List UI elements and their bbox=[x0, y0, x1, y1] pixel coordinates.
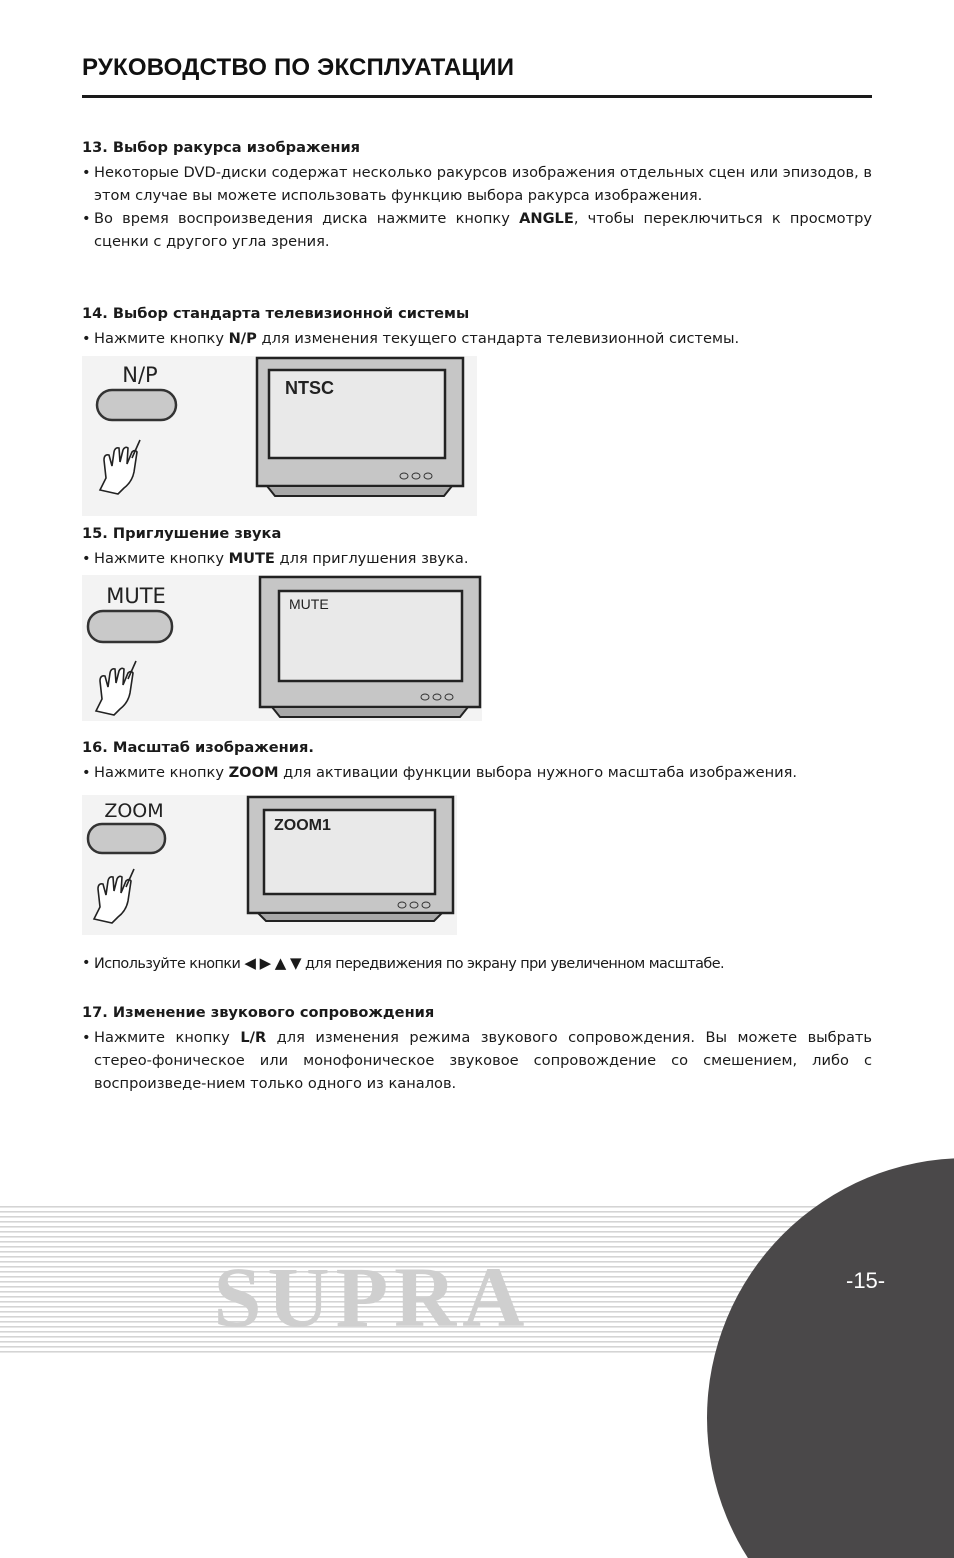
page-title: РУКОВОДСТВО ПО ЭКСПЛУАТАЦИИ bbox=[82, 54, 515, 81]
section-16-bullet-2: • Используйте кнопки ◀ ▶ ▲ ▼ для передвижения по экрану при увеличенном масштабе. bbox=[82, 952, 872, 976]
section-16-arrows bbox=[82, 952, 872, 976]
mute-button bbox=[88, 611, 172, 642]
page-number: -15- bbox=[846, 1268, 886, 1293]
section-13-bullet-2: • Во время воспроизведения диска нажмите кнопку ANGLE, чтобы переключиться к просмотру сценки с другого угла зрения. bbox=[82, 207, 872, 253]
section-17 bbox=[82, 1002, 872, 1095]
section-16-bullet-1: • Нажмите кнопку ZOOM для активации функции выбора нужного масштаба изображения. bbox=[82, 761, 872, 784]
tv-screen bbox=[260, 577, 480, 717]
tv-screen bbox=[257, 358, 463, 496]
zoom-screen-text: ZOOM1 bbox=[274, 817, 331, 834]
mute-key: MUTE bbox=[228, 550, 275, 567]
section-13-heading: 13. Выбор ракурса изображения bbox=[82, 139, 361, 156]
tv-screen bbox=[248, 797, 453, 921]
mute-illustration bbox=[82, 575, 482, 721]
page-corner-shape bbox=[707, 1158, 954, 1558]
mute-screen-text: MUTE bbox=[289, 596, 329, 612]
section-16-heading: 16. Масштаб изображения. bbox=[82, 739, 314, 756]
brand-logo: SUPRA bbox=[213, 1249, 531, 1345]
section-17-bullet-1: • Нажмите кнопку L/R для изменения режима звукового сопровождения. Вы можете выбрать стерео-фоническое или монофоническое звуковое сопровождение со смешением, либо с воспроизведе-нием только одного из каналов. bbox=[82, 1026, 872, 1095]
np-button bbox=[97, 390, 176, 420]
lr-key: L/R bbox=[240, 1029, 267, 1046]
arrow-keys-icon: ◀ ▶ ▲ ▼ bbox=[244, 954, 301, 972]
zoom-button bbox=[88, 824, 165, 853]
np-button-label: N/P bbox=[122, 363, 158, 387]
section-14-heading: 14. Выбор стандарта телевизионной системы bbox=[82, 305, 470, 322]
section-15-bullet-1: • Нажмите кнопку MUTE для приглушения звука. bbox=[82, 547, 872, 570]
zoom-button-label: ZOOM bbox=[104, 800, 164, 822]
zoom-key: ZOOM bbox=[228, 764, 279, 781]
section-16 bbox=[82, 737, 872, 784]
section-14 bbox=[82, 303, 872, 350]
section-13-bullet-1: • Некоторые DVD-диски содержат несколько ракурсов изображения отдельных сцен или эпизодов, в этом случае вы можете использовать функцию выбора ракурса изображения. bbox=[82, 161, 872, 207]
angle-key: ANGLE bbox=[519, 210, 574, 227]
zoom-illustration bbox=[82, 795, 457, 935]
section-15-heading: 15. Приглушение звука bbox=[82, 525, 282, 542]
title-rule bbox=[82, 95, 872, 98]
section-17-heading: 17. Изменение звукового сопровождения bbox=[82, 1004, 435, 1021]
section-14-bullet-1: • Нажмите кнопку N/P для изменения текущего стандарта телевизионной системы. bbox=[82, 327, 872, 350]
mute-button-label: MUTE bbox=[106, 584, 166, 608]
np-illustration bbox=[82, 356, 477, 516]
section-13 bbox=[82, 137, 872, 253]
section-15 bbox=[82, 523, 872, 570]
np-screen-text: NTSC bbox=[285, 378, 334, 398]
